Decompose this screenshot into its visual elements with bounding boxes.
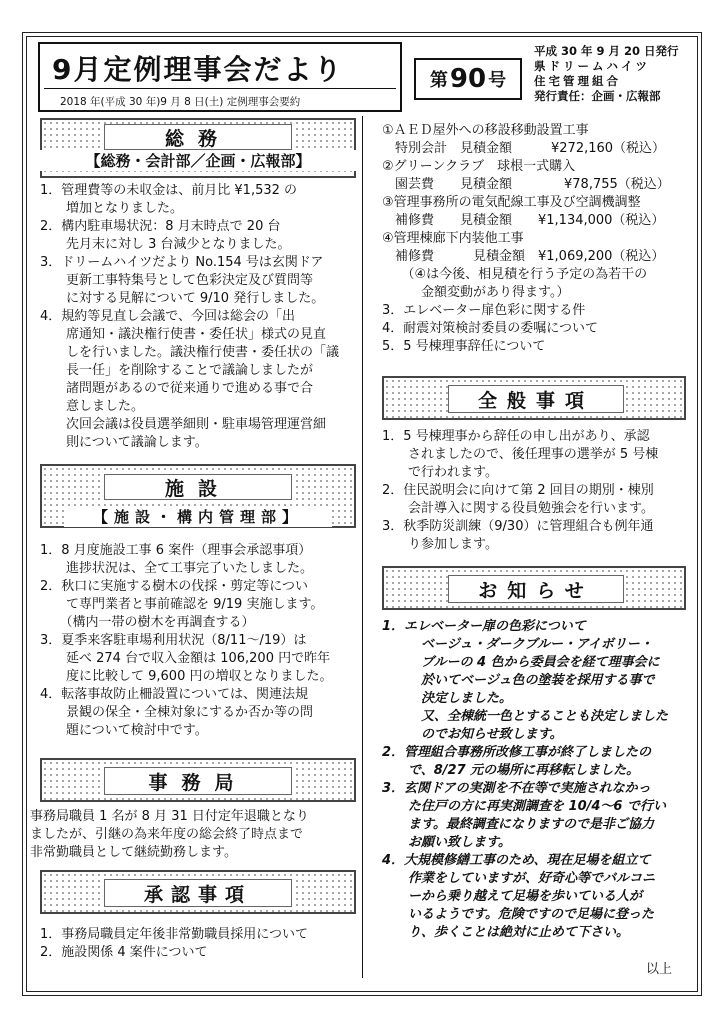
text-line: 非常勤職員として継続勤務します。 [30, 845, 237, 860]
text-line: 特別会計 見積金額 ¥272,160（税込） [382, 141, 666, 156]
text-line: 4．転落事故防止柵設置については、関連法規 [40, 687, 309, 702]
text-line: に対する見解について 9/10 発行しました。 [40, 291, 325, 306]
text-line: ①ＡＥＤ屋外への移設移動設置工事 [382, 123, 589, 138]
text-line: 3．エレベーター扉色彩に関する件 [382, 303, 586, 318]
text-line: ③管理事務所の電気配線工事及び空調機調整 [382, 195, 641, 210]
text-line: 2．構内駐車場状況：8 月末時点で 20 台 [40, 219, 281, 234]
issue-suffix: 号 [488, 70, 507, 91]
text-line: 延べ 274 台で収入金額は 106,200 円で昨年 [40, 651, 331, 666]
text-line: 金額変動があり得ます。） [382, 285, 570, 300]
text-line: 諸問題があるので従来通りで進める事で合 [40, 381, 314, 396]
text-line: 先月末に対し 3 台減少となりました。 [40, 237, 291, 252]
text-line: 2．管理組合事務所改修工事が終了しましたの [382, 745, 652, 760]
text-line: 補修費 見積金額 ¥1,069,200（税込） [382, 249, 665, 264]
text-line: 1．事務局職員定年後非常勤職員採用について [40, 927, 309, 942]
text-line: （④は今後、相見積を行う予定の為若干の [382, 267, 648, 282]
text-line: 進捗状況は、全て工事完了いたしました。 [40, 561, 314, 576]
text-line: 題について検討中です。 [40, 723, 208, 738]
section-title-office: 事務局 [104, 767, 292, 795]
text-line: 4．耐震対策検討委員の委嘱について [382, 321, 599, 336]
text-line: 園芸費 見積金額 ¥78,755（税込） [382, 177, 670, 192]
end-mark: 以上 [646, 962, 673, 977]
text-line: 3．ドリームハイツだより No.154 号は玄関ドア [40, 255, 324, 270]
text-line: 作業をしていますが、好奇心等でバルコニ [382, 871, 656, 886]
approval-text [40, 926, 308, 962]
text-line: で行われます。 [382, 465, 498, 480]
text-line: 1．エレベーター扉の色彩について [382, 619, 586, 634]
section-subtitle-general: 【総務・会計部／企画・広報部】 [40, 150, 356, 171]
text-line: 長一任」を削除することで議論しましたが [40, 363, 314, 378]
org-name-1: 県ドリームハイツ [534, 59, 650, 73]
text-line: 於いてベージュ色の塗装を採用する事で [382, 673, 655, 688]
section-title-facilities: 施設 [104, 474, 292, 500]
text-line: 又、全棟統一色とすることも決定しました [382, 709, 669, 724]
text-line: のでお知らせ致します。 [382, 727, 563, 742]
publish-date: 平成 30 年 9 月 20 日発行 [534, 44, 679, 58]
text-line: ーから乗り越えて足場を歩いている人が [382, 889, 643, 904]
text-line: 2．施設関係 4 案件について [40, 945, 208, 960]
text-line: 決定しました。 [382, 691, 513, 706]
text-line: り参加します。 [382, 537, 498, 552]
text-line: 事務局職員 1 名が 8 月 31 日付定年退職となり [30, 809, 309, 824]
text-line: 会計導入に関する役員勉強会を行います。 [382, 501, 654, 516]
text-line: ましたが、引継の為来年度の総会終了時点まで [30, 827, 304, 842]
text-line: いるようです。危険ですので足場に登った [382, 907, 654, 922]
text-line: 4．規約等見直し会議で、今回は総会の「出 [40, 309, 296, 324]
masthead-rule [44, 88, 396, 89]
text-line: 補修費 見積金額 ¥1,134,000（税込） [382, 213, 665, 228]
publisher-info [534, 44, 684, 104]
text-line: 更新工事特集号として色彩決定及び質問等 [40, 273, 314, 288]
issue-number: 90 [449, 64, 487, 94]
office-text [30, 808, 309, 862]
issue-prefix: 第 [429, 70, 448, 91]
text-line: 2．住民説明会に向けて第 2 回目の期別・棟別 [382, 483, 654, 498]
all-text [382, 428, 658, 554]
text-line: 増加となりました。 [40, 201, 184, 216]
section-title-all: 全般事項 [448, 385, 624, 413]
text-line: て専門業者と事前確認を 9/19 実施します。 [40, 597, 324, 612]
general-text [40, 182, 339, 452]
text-line: 1．5 号棟理事から辞任の申し出があり、承認 [382, 429, 650, 444]
section-subtitle-facilities: 【施設・構内管理部】 [64, 506, 332, 527]
text-line: ブルーの 4 色から委員会を経て理事会に [382, 655, 660, 670]
section-header-notice [382, 566, 686, 610]
issue-number-box [414, 58, 522, 100]
section-header-approval [40, 870, 356, 914]
facilities-text [40, 542, 332, 740]
text-line: た住戸の方に再実測調査を 10/4～6 で行い [382, 799, 666, 814]
text-line: ④管理棟廊下内装他工事 [382, 231, 524, 246]
text-line: 意しました。 [40, 399, 145, 414]
text-line: 景観の保全・全棟対象にするか否か等の問 [40, 705, 314, 720]
text-line: （構内一帯の樹木を再調査する） [40, 615, 255, 630]
text-line: 5．5 号棟理事辞任について [382, 339, 546, 354]
text-line: ②グリーンクラブ 球根一式購入 [382, 159, 576, 174]
text-line: されましたので、後任理事の選挙が 5 号棟 [382, 447, 659, 462]
text-line: ベージュ・ダークブルー・アイボリー・ [382, 637, 653, 652]
responsible: 発行責任：企画・広報部 [534, 89, 661, 103]
text-line: 次回会議は役員選挙細則・駐車場管理運営細 [40, 417, 327, 432]
newsletter-title: 9月定例理事会だより [52, 53, 344, 86]
text-line: 1．8 月度施設工事 6 案件（理事会承認事項） [40, 543, 312, 558]
text-line: 1．管理費等の未収金は、前月比 ¥1,532 の [40, 183, 298, 198]
masthead [38, 42, 402, 112]
section-title-notice: お知らせ [448, 575, 624, 603]
text-line: お願い致します。 [382, 835, 511, 850]
text-line: 2．秋口に実施する樹木の伐採・剪定等につい [40, 579, 309, 594]
section-title-approval: 承認事項 [104, 879, 292, 907]
org-name-2: 住宅管理組合 [534, 74, 621, 88]
text-line: で、8/27 元の場所に再移転しました。 [382, 763, 640, 778]
meeting-date: 2018 年(平成 30 年)9 月 8 日(土) 定例理事会要約 [60, 96, 301, 108]
notice-text [382, 618, 668, 942]
section-title-general: 総務 [104, 124, 292, 150]
text-line: 席通知・議決権行使書・委任状」様式の見直 [40, 327, 327, 342]
section-header-all [382, 376, 686, 420]
text-line: り、歩くことは絶対に止めて下さい。 [382, 925, 630, 940]
text-line: 3．秋季防災訓練（9/30）に管理組合も例年通 [382, 519, 654, 534]
text-line: 3．夏季来客駐車場利用状況（8/11～/19）は [40, 633, 307, 648]
text-line: しを行いました。議決権行使書・委任状の「議 [40, 345, 340, 360]
text-line: 度に比較して 9,600 円の増収となりました。 [40, 669, 333, 684]
text-line: 則について議論します。 [40, 435, 208, 450]
text-line: ます。最終調査になりますので是非ご協力 [382, 817, 654, 832]
text-line: 4．大規模修繕工事のため、現在足場を組立て [382, 853, 651, 868]
approval-continued-text [382, 122, 670, 356]
column-divider [362, 116, 363, 978]
text-line: 3．玄関ドアの実測を不在等で実施されなかっ [382, 781, 651, 796]
section-header-office [40, 758, 356, 802]
